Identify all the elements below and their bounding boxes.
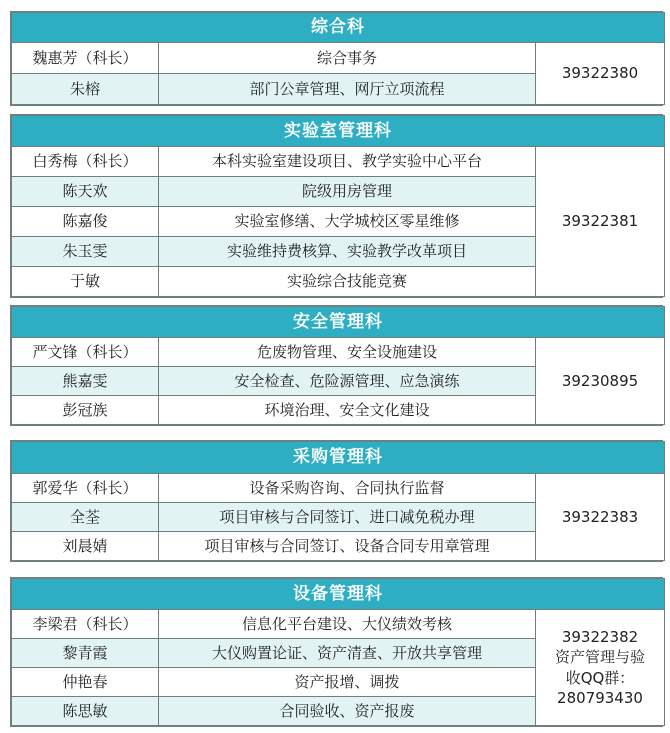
phone-cell [536,474,665,561]
member-duty: 危废物管理、安全设施建设 [159,338,536,367]
member-name: 郭爱华（科长） [12,474,159,503]
member-name: 朱榕 [12,74,159,105]
member-name: 李梁君（科长） [12,610,159,639]
member-name: 于敏 [12,267,159,297]
member-duty: 项目审核与合同签订、进口减免税办理 [159,503,536,532]
member-name: 白秀梅（科长） [12,147,159,177]
member-name: 全荃 [12,503,159,532]
section-title: 安全管理科 [12,307,665,338]
section-table [11,578,665,726]
phone-number: 39322383 [561,507,639,526]
phone-cell [536,338,665,425]
member-duty: 本科实验室建设项目、教学实验中心平台 [159,147,536,177]
section-title: 综合科 [12,13,665,43]
member-name: 魏惠芳（科长） [12,43,159,74]
section-lab [10,114,663,298]
section-table [11,306,665,425]
member-duty: 安全检查、危险源管理、应急演练 [159,367,536,396]
phone-number: 39230895 [561,371,639,390]
qq-note-line: 280793430 [557,688,643,707]
section-procurement [10,440,663,562]
section-title: 采购管理科 [12,442,665,474]
member-duty: 院级用房管理 [159,177,536,207]
phone-number: 39322381 [561,212,639,231]
member-name: 刘晨婧 [12,532,159,561]
section-safety [10,305,663,426]
member-duty: 设备采购咨询、合同执行监督 [159,474,536,503]
qq-note-line: 资产管理与验 [555,648,646,667]
member-duty: 实验室修缮、大学城校区零星维修 [159,207,536,237]
phone-cell [536,610,665,726]
member-name: 仲艳春 [12,668,159,697]
phone-number: 39322382 [561,628,639,646]
member-name: 陈天欢 [12,177,159,207]
member-name: 严文锋（科长） [12,338,159,367]
member-duty: 实验维持费核算、实验教学改革项目 [159,237,536,267]
member-duty: 部门公章管理、网厅立项流程 [159,74,536,105]
member-duty: 资产报增、调拨 [159,668,536,697]
qq-note-line: 收QQ群： [565,668,635,687]
section-zonghe [10,11,663,106]
member-name: 熊嘉雯 [12,367,159,396]
member-name: 彭冠族 [12,396,159,425]
phone-cell [536,43,665,105]
member-name: 朱玉雯 [12,237,159,267]
section-equipment [10,577,663,727]
member-duty: 环境治理、安全文化建设 [159,396,536,425]
section-table [11,12,665,105]
phone-cell [536,147,665,297]
member-duty: 综合事务 [159,43,536,74]
section-title: 设备管理科 [12,579,665,610]
member-duty: 信息化平台建设、大仪绩效考核 [159,610,536,639]
section-title: 实验室管理科 [12,116,665,147]
member-duty: 项目审核与合同签订、设备合同专用章管理 [159,532,536,561]
member-duty: 合同验收、资产报废 [159,697,536,726]
member-duty: 大仪购置论证、资产清查、开放共享管理 [159,639,536,668]
member-name: 陈嘉俊 [12,207,159,237]
section-table [11,115,665,297]
member-name: 陈思敏 [12,697,159,726]
section-table [11,441,665,561]
member-duty: 实验综合技能竞赛 [159,267,536,297]
member-name: 黎青霞 [12,639,159,668]
phone-number: 39322380 [561,64,639,83]
